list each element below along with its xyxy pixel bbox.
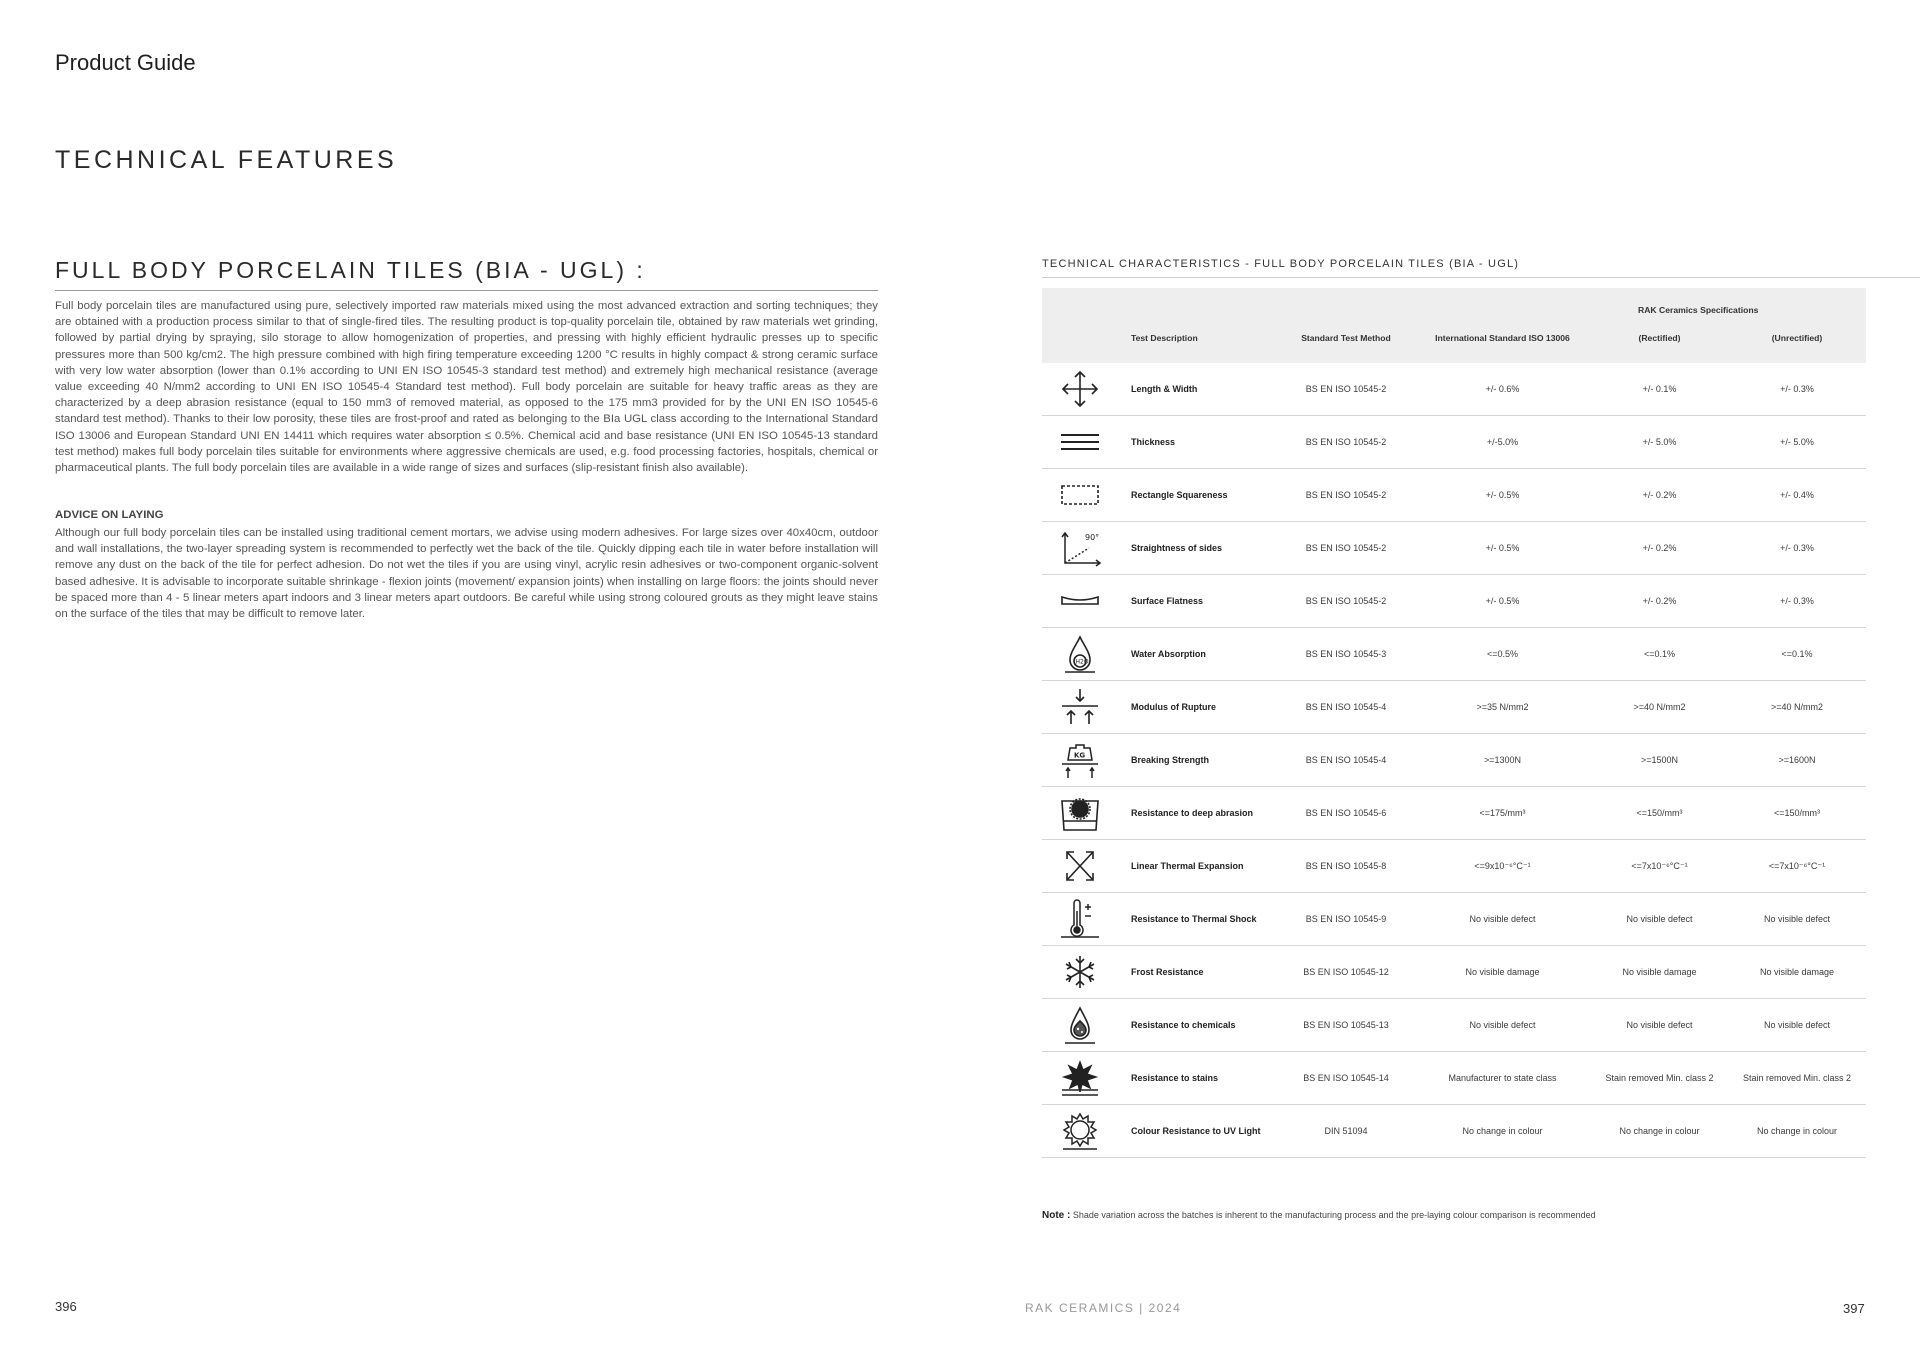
standard-method: BS EN ISO 10545-12	[1303, 967, 1389, 977]
rectified-value: <=0.1%	[1643, 649, 1676, 659]
rectified-value: No visible defect	[1626, 1020, 1693, 1030]
page-number-right: 397	[1843, 1301, 1865, 1316]
expansion-arrows-icon	[1059, 846, 1101, 886]
table-row	[1042, 575, 1866, 628]
unrectified-value: +/- 0.3%	[1780, 596, 1814, 606]
unrectified-value: +/- 0.3%	[1780, 384, 1814, 394]
header-iso: International Standard ISO 13006	[1435, 333, 1570, 343]
standard-method: BS EN ISO 10545-9	[1305, 914, 1387, 924]
rectified-value: Stain removed Min. class 2	[1605, 1073, 1714, 1083]
standard-method: BS EN ISO 10545-13	[1303, 1020, 1389, 1030]
table-row	[1042, 681, 1866, 734]
unrectified-value: +/- 0.4%	[1780, 490, 1814, 500]
unrectified-value: No change in colour	[1756, 1126, 1838, 1136]
thickness-lines-icon	[1059, 422, 1101, 462]
standard-method: BS EN ISO 10545-2	[1305, 437, 1387, 447]
header-label: Product Guide	[55, 50, 196, 75]
standard-method: BS EN ISO 10545-2	[1305, 596, 1387, 606]
table-row	[1042, 999, 1866, 1052]
iso-value: +/-5.0%	[1486, 437, 1519, 447]
test-description: Water Absorption	[1131, 649, 1206, 659]
footer-brand: RAK CERAMICS | 2024	[1025, 1301, 1182, 1315]
thermometer-icon	[1059, 899, 1101, 939]
standard-method: BS EN ISO 10545-14	[1303, 1073, 1389, 1083]
snowflake-icon	[1059, 952, 1101, 992]
iso-value: Manufacturer to state class	[1448, 1073, 1557, 1083]
test-description: Resistance to chemicals	[1131, 1020, 1236, 1030]
note-text: Shade variation across the batches is inherent to the manufacturing process and the pre-laying colour comparison is recommended	[1072, 1210, 1596, 1220]
test-description: Resistance to deep abrasion	[1131, 808, 1254, 818]
standard-method: DIN 51094	[1324, 1126, 1368, 1136]
standard-method: BS EN ISO 10545-2	[1305, 490, 1387, 500]
iso-value: <=9x10⁻⁶°C⁻¹	[1474, 861, 1531, 871]
table-row	[1042, 469, 1866, 522]
flatness-icon	[1059, 581, 1101, 621]
table-row	[1042, 946, 1866, 999]
unrectified-value: +/- 0.3%	[1780, 543, 1814, 553]
page-number-left: 396	[55, 1299, 77, 1314]
iso-value: >=35 N/mm2	[1476, 702, 1529, 712]
abrasion-wheel-icon	[1059, 793, 1101, 833]
advice-paragraph: Although our full body porcelain tiles can be installed using traditional cement mortars, we advise using modern adhesives. For large sizes over 40x40cm, outdoor and wall installations, the two-layer spreading system is recommended to perfectly wet the back of the tile. Quickly dipping each tile in water before installation will remove any dust on the back of the tile for perfect adhesion. Do not wet the tiles if you are using vinyl, acrylic resin adhesives or two-component organic-solvent based adhesive. It is advisable to incorporate suitable shrinkage - flexion joints (movement/ expansion joints) when installing on large floors: the joints should never be spaced more than 4 - 5 linear meters apart indoors and 3 linear meters apart outdoors. Be careful while using strong coloured grouts as they might leave stains on the surface of the tiles that may be difficult to remove later.	[55, 527, 878, 621]
table-header	[1042, 288, 1866, 363]
unrectified-value: >=1600N	[1778, 755, 1816, 765]
water-drop-icon	[1059, 634, 1101, 674]
rectified-value: <=7x10⁻⁶°C⁻¹	[1631, 861, 1688, 871]
water-drop-icon-label: H2O	[1075, 658, 1089, 666]
header-standard-method: Standard Test Method	[1301, 333, 1391, 343]
unrectified-value: <=150/mm³	[1773, 808, 1821, 818]
rectified-value: No change in colour	[1619, 1126, 1700, 1136]
sun-icon	[1059, 1111, 1101, 1151]
rectified-value: +/- 0.1%	[1642, 384, 1677, 394]
iso-value: +/- 0.5%	[1485, 490, 1520, 500]
test-description: Breaking Strength	[1131, 755, 1210, 765]
test-description: Frost Resistance	[1131, 967, 1204, 977]
unrectified-value: <=0.1%	[1781, 649, 1813, 659]
caption-divider	[1042, 277, 1920, 278]
table-note	[1042, 1210, 1596, 1221]
iso-value: <=0.5%	[1486, 649, 1519, 659]
table-row	[1042, 363, 1866, 416]
test-description: Rectangle Squareness	[1131, 490, 1228, 500]
table-row	[1042, 787, 1866, 840]
test-description: Surface Flatness	[1131, 596, 1204, 606]
table-row	[1042, 840, 1866, 893]
iso-value: <=175/mm³	[1479, 808, 1526, 818]
rectified-value: No visible defect	[1626, 914, 1693, 924]
arrows-cross-icon	[1059, 369, 1101, 409]
test-description: Colour Resistance to UV Light	[1131, 1126, 1261, 1136]
right-angle-icon	[1059, 528, 1101, 568]
test-description: Modulus of Rupture	[1131, 702, 1216, 712]
rectified-value: +/- 0.2%	[1642, 543, 1677, 553]
standard-method: BS EN ISO 10545-2	[1305, 543, 1387, 553]
iso-value: No change in colour	[1462, 1126, 1543, 1136]
unrectified-value: No visible damage	[1759, 967, 1835, 977]
iso-value: No visible defect	[1469, 1020, 1536, 1030]
chemical-drop-icon	[1059, 1005, 1101, 1045]
table-caption: TECHNICAL CHARACTERISTICS - FULL BODY PORCELAIN TILES (BIA - UGL)	[1042, 258, 1520, 270]
unrectified-value: <=7x10⁻⁶°C⁻¹	[1768, 861, 1826, 871]
table-row	[1042, 1105, 1866, 1158]
unrectified-value: No visible defect	[1763, 914, 1831, 924]
standard-method: BS EN ISO 10545-8	[1305, 861, 1387, 871]
rectified-value: <=150/mm³	[1636, 808, 1683, 818]
standard-method: BS EN ISO 10545-6	[1305, 808, 1387, 818]
iso-value: +/- 0.6%	[1485, 384, 1520, 394]
spec-table	[1042, 288, 1866, 1158]
unrectified-value: +/- 5.0%	[1780, 437, 1814, 447]
rupture-arrows-icon	[1059, 687, 1101, 727]
section-divider	[55, 290, 878, 291]
iso-value: +/- 0.5%	[1485, 543, 1520, 553]
table-row	[1042, 628, 1866, 681]
intro-paragraph: Full body porcelain tiles are manufactured using pure, selectively imported raw materials mixed using the most advanced extraction and sorting techniques; they are obtained with a production process similar to that of single-fired tiles. The resulting product is top-quality porcelain tile, obtained by raw materials wet grinding, followed by partial drying by spraying, silo storage to allow homogenization of properties, and pressing with highly efficient hydraulic presses up to specific pressures more than 500 kg/cm2. The high pressure combined with high firing temperature exceeding 1200 °C results in highly compact & strong ceramic surface with very low water absorption (lower than 0.1% according to UNI EN ISO 10545-3 standard test method) and extremely high mechanical resistance (average value exceeding 40 N/mm2 according to UNI EN ISO 10545-4 Standard test method). Full body porcelain are suitable for heavy traffic areas as they are characterized by a deep abrasion resistance (equal to 150 mm3 of removed material, as opposed to the 175 mm3 provided for by the UNI EN ISO 10545-6 standard test method). Thanks to their low porosity, these tiles are frost-proof and rated as belonging to the BIa UGL class according to the International Standard ISO 13006 and European Standard UNI EN 14411 which requires water absorption ≤ 0.5%. Chemical acid and base resistance (UNI EN ISO 10545-13 standard test method) makes full body porcelain tiles suitable for environments where aggressive chemicals are used, e.g. food processing factories, hospitals, chemical or pharmaceutical plants. The full body porcelain tiles are available in a wide range of sizes and surfaces (slip-resistant finish also available).	[55, 300, 878, 475]
note-label: Note :	[1042, 1210, 1071, 1221]
iso-value: No visible defect	[1469, 914, 1536, 924]
dashed-rectangle-icon	[1059, 475, 1101, 515]
header-unrectified: (Unrectified)	[1771, 333, 1823, 343]
table-row	[1042, 522, 1866, 575]
page-title: TECHNICAL FEATURES	[55, 146, 398, 174]
advice-heading: ADVICE ON LAYING	[55, 509, 164, 521]
stain-splash-icon	[1059, 1058, 1101, 1098]
rectified-value: No visible damage	[1622, 967, 1697, 977]
iso-value: +/- 0.5%	[1485, 596, 1520, 606]
rectified-value: +/- 0.2%	[1642, 596, 1677, 606]
rectified-value: +/- 5.0%	[1642, 437, 1677, 447]
weight-kg-icon-label: KG	[1074, 751, 1086, 760]
test-description: Resistance to Thermal Shock	[1131, 914, 1257, 924]
standard-method: BS EN ISO 10545-4	[1305, 755, 1387, 765]
table-row	[1042, 416, 1866, 469]
test-description: Straightness of sides	[1131, 543, 1223, 553]
section-title: FULL BODY PORCELAIN TILES (BIA - UGL) :	[55, 257, 646, 283]
unrectified-value: Stain removed Min. class 2	[1742, 1073, 1852, 1083]
standard-method: BS EN ISO 10545-4	[1305, 702, 1387, 712]
rectified-value: +/- 0.2%	[1642, 490, 1677, 500]
rectified-value: >=40 N/mm2	[1633, 702, 1686, 712]
group-header: RAK Ceramics Specifications	[1638, 305, 1759, 315]
table-row	[1042, 893, 1866, 946]
unrectified-value: >=40 N/mm2	[1770, 702, 1824, 712]
weight-kg-icon	[1059, 740, 1101, 780]
test-description: Resistance to stains	[1131, 1073, 1219, 1083]
right-angle-icon-label: 90°	[1085, 533, 1100, 542]
unrectified-value: No visible defect	[1763, 1020, 1831, 1030]
table-row	[1042, 1052, 1866, 1105]
standard-method: BS EN ISO 10545-2	[1305, 384, 1387, 394]
iso-value: No visible damage	[1465, 967, 1540, 977]
test-description: Linear Thermal Expansion	[1131, 861, 1244, 871]
header-test-description: Test Description	[1131, 333, 1198, 343]
test-description: Length & Width	[1131, 384, 1198, 394]
table-row	[1042, 734, 1866, 787]
header-rectified: (Rectified)	[1638, 333, 1681, 343]
test-description: Thickness	[1131, 437, 1176, 447]
rectified-value: >=1500N	[1640, 755, 1679, 765]
iso-value: >=1300N	[1483, 755, 1522, 765]
standard-method: BS EN ISO 10545-3	[1305, 649, 1387, 659]
